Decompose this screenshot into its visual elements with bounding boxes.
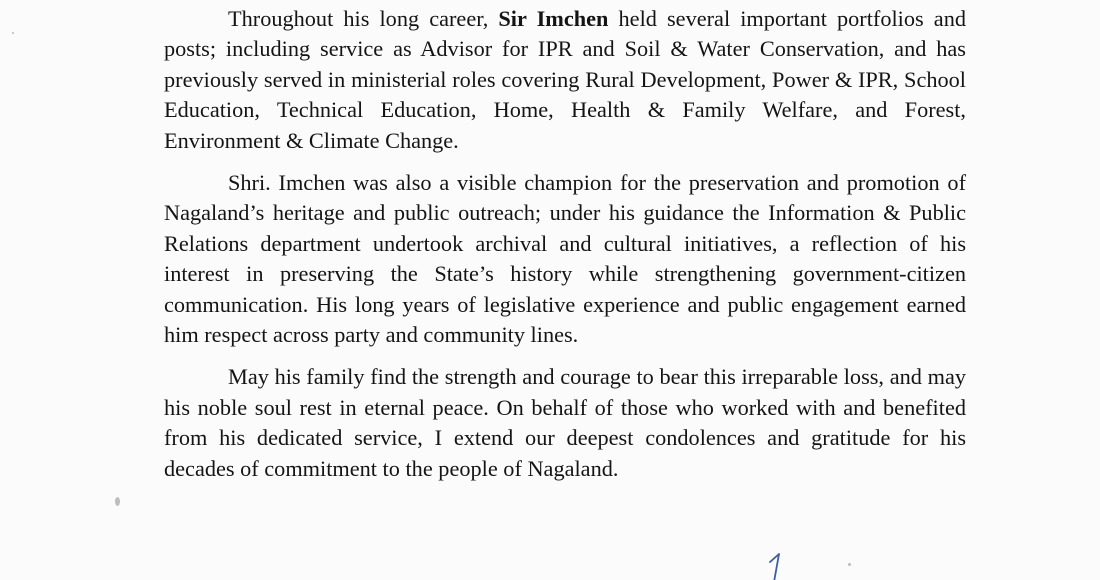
document-body: [164, 4, 966, 496]
handwritten-page-mark: [764, 552, 788, 580]
scan-speck: [12, 32, 14, 34]
paragraph-heritage: Shri. Imchen was also a visible champion for the preservation and promotion of Nagaland’s heritage and public outreach; under his guidance the Information & Public Relations department undertook archival and cultural initiatives, a reflection of his interest in preserving the State’s history while strengthening government-citizen communication. His long years of legislative experience and public engagement earned him respect across party and community lines.: [164, 170, 966, 348]
scan-speck: [848, 563, 851, 566]
paragraph-career: [164, 4, 966, 156]
paragraph-career-lead: Throughout his long career,: [228, 6, 499, 31]
person-name-bold: Sir Imchen: [498, 6, 609, 31]
paragraph-career-rest: held several important portfolios and posts; including service as Advisor for IPR and Soil & Water Conservation, and has previously served in ministerial roles covering Rural Development, Power & IPR, School Education, Technical Education, Home, Health & Family Welfare, and Forest, Environment & Climate Change.: [164, 6, 966, 153]
scan-speck: [115, 497, 120, 506]
paragraph-condolence: May his family find the strength and courage to bear this irreparable loss, and may his noble soul rest in eternal peace. On behalf of those who worked with and benefited from his dedicated service, I extend our deepest condolences and gratitude for his decades of commitment to the people of Nagaland.: [164, 364, 966, 481]
